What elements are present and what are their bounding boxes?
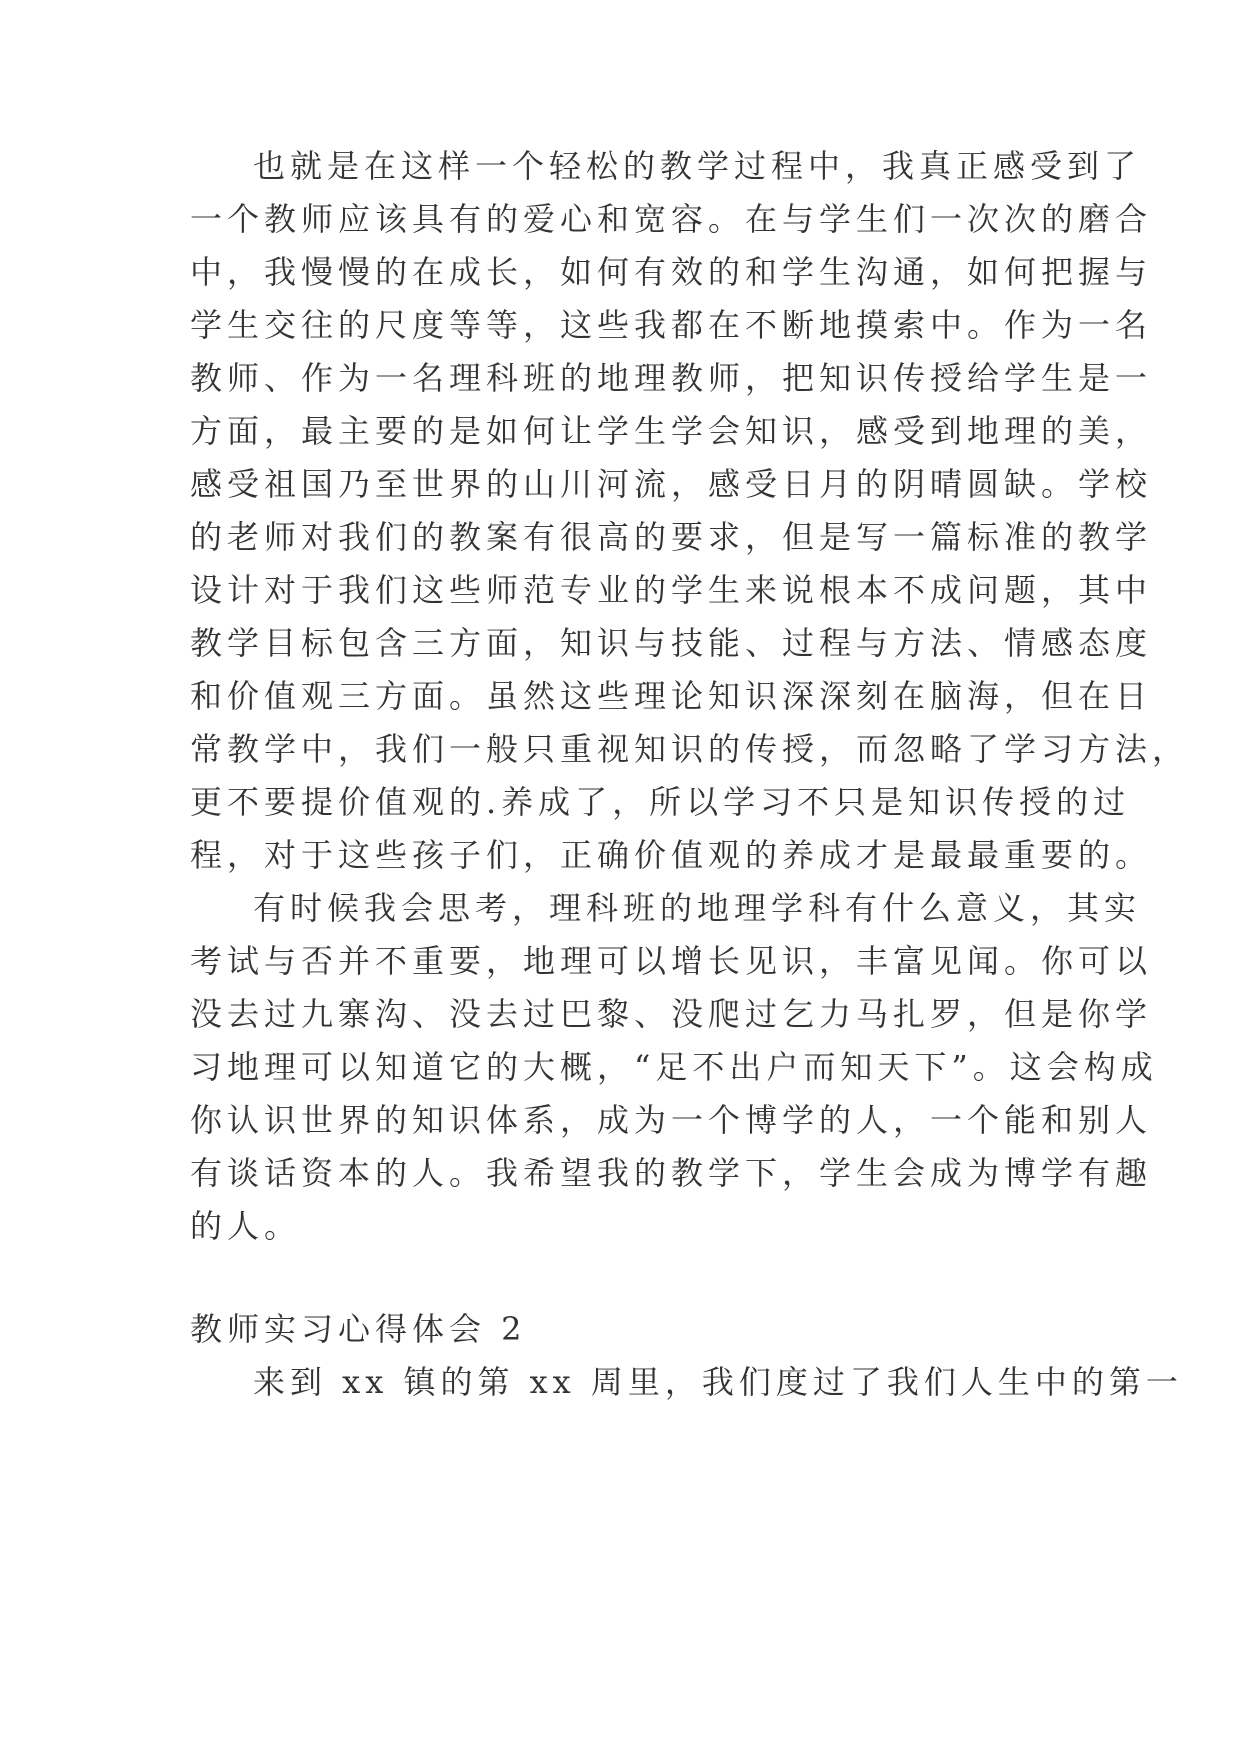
paragraph-line: 设计对于我们这些师范专业的学生来说根本不成问题，其中	[190, 571, 1153, 609]
paragraph-line: 教学目标包含三方面，知识与技能、过程与方法、情感态度	[190, 624, 1153, 662]
paragraph-line: 教师、作为一名理科班的地理教师，把知识传授给学生是一	[190, 359, 1153, 397]
paragraph-line: 一个教师应该具有的爱心和宽容。在与学生们一次次的磨合	[190, 200, 1153, 238]
paragraph-line: 考试与否并不重要，地理可以增长见识，丰富见闻。你可以	[190, 942, 1153, 980]
paragraph-line: 你认识世界的知识体系，成为一个博学的人，一个能和别人	[190, 1101, 1153, 1139]
paragraph-line: 来到 xx 镇的第 xx 周里，我们度过了我们人生中的第一	[253, 1363, 1183, 1401]
paragraph-line: 更不要提价值观的.养成了，所以学习不只是知识传授的过	[190, 783, 1131, 821]
paragraph-line: 有时候我会思考，理科班的地理学科有什么意义，其实	[253, 889, 1142, 927]
paragraph-line: 中，我慢慢的在成长，如何有效的和学生沟通，如何把握与	[190, 253, 1153, 291]
paragraph-line: 程，对于这些孩子们，正确价值观的养成才是最最重要的。	[190, 836, 1153, 874]
paragraph-line: 也就是在这样一个轻松的教学过程中，我真正感受到了	[253, 147, 1142, 185]
paragraph-line: 和价值观三方面。虽然这些理论知识深深刻在脑海，但在日	[190, 677, 1153, 715]
paragraph-line: 感受祖国乃至世界的山川河流，感受日月的阴晴圆缺。学校	[190, 465, 1153, 503]
paragraph-line: 习地理可以知道它的大概，“足不出户而知天下”。这会构成	[190, 1048, 1158, 1086]
paragraph-line: 没去过九寨沟、没去过巴黎、没爬过乞力马扎罗，但是你学	[190, 995, 1153, 1033]
paragraph-line: 学生交往的尺度等等，这些我都在不断地摸索中。作为一名	[190, 306, 1153, 344]
section-heading: 教师实习心得体会 2	[190, 1310, 527, 1348]
paragraph-line: 的老师对我们的教案有很高的要求，但是写一篇标准的教学	[190, 518, 1153, 556]
paragraph-line: 的人。	[190, 1207, 302, 1245]
paragraph-line: 有谈话资本的人。我希望我的教学下，学生会成为博学有趣	[190, 1154, 1153, 1192]
paragraph-line: 常教学中，我们一般只重视知识的传授，而忽略了学习方法，	[190, 730, 1190, 768]
paragraph-line: 方面，最主要的是如何让学生学会知识，感受到地理的美，	[190, 412, 1153, 450]
